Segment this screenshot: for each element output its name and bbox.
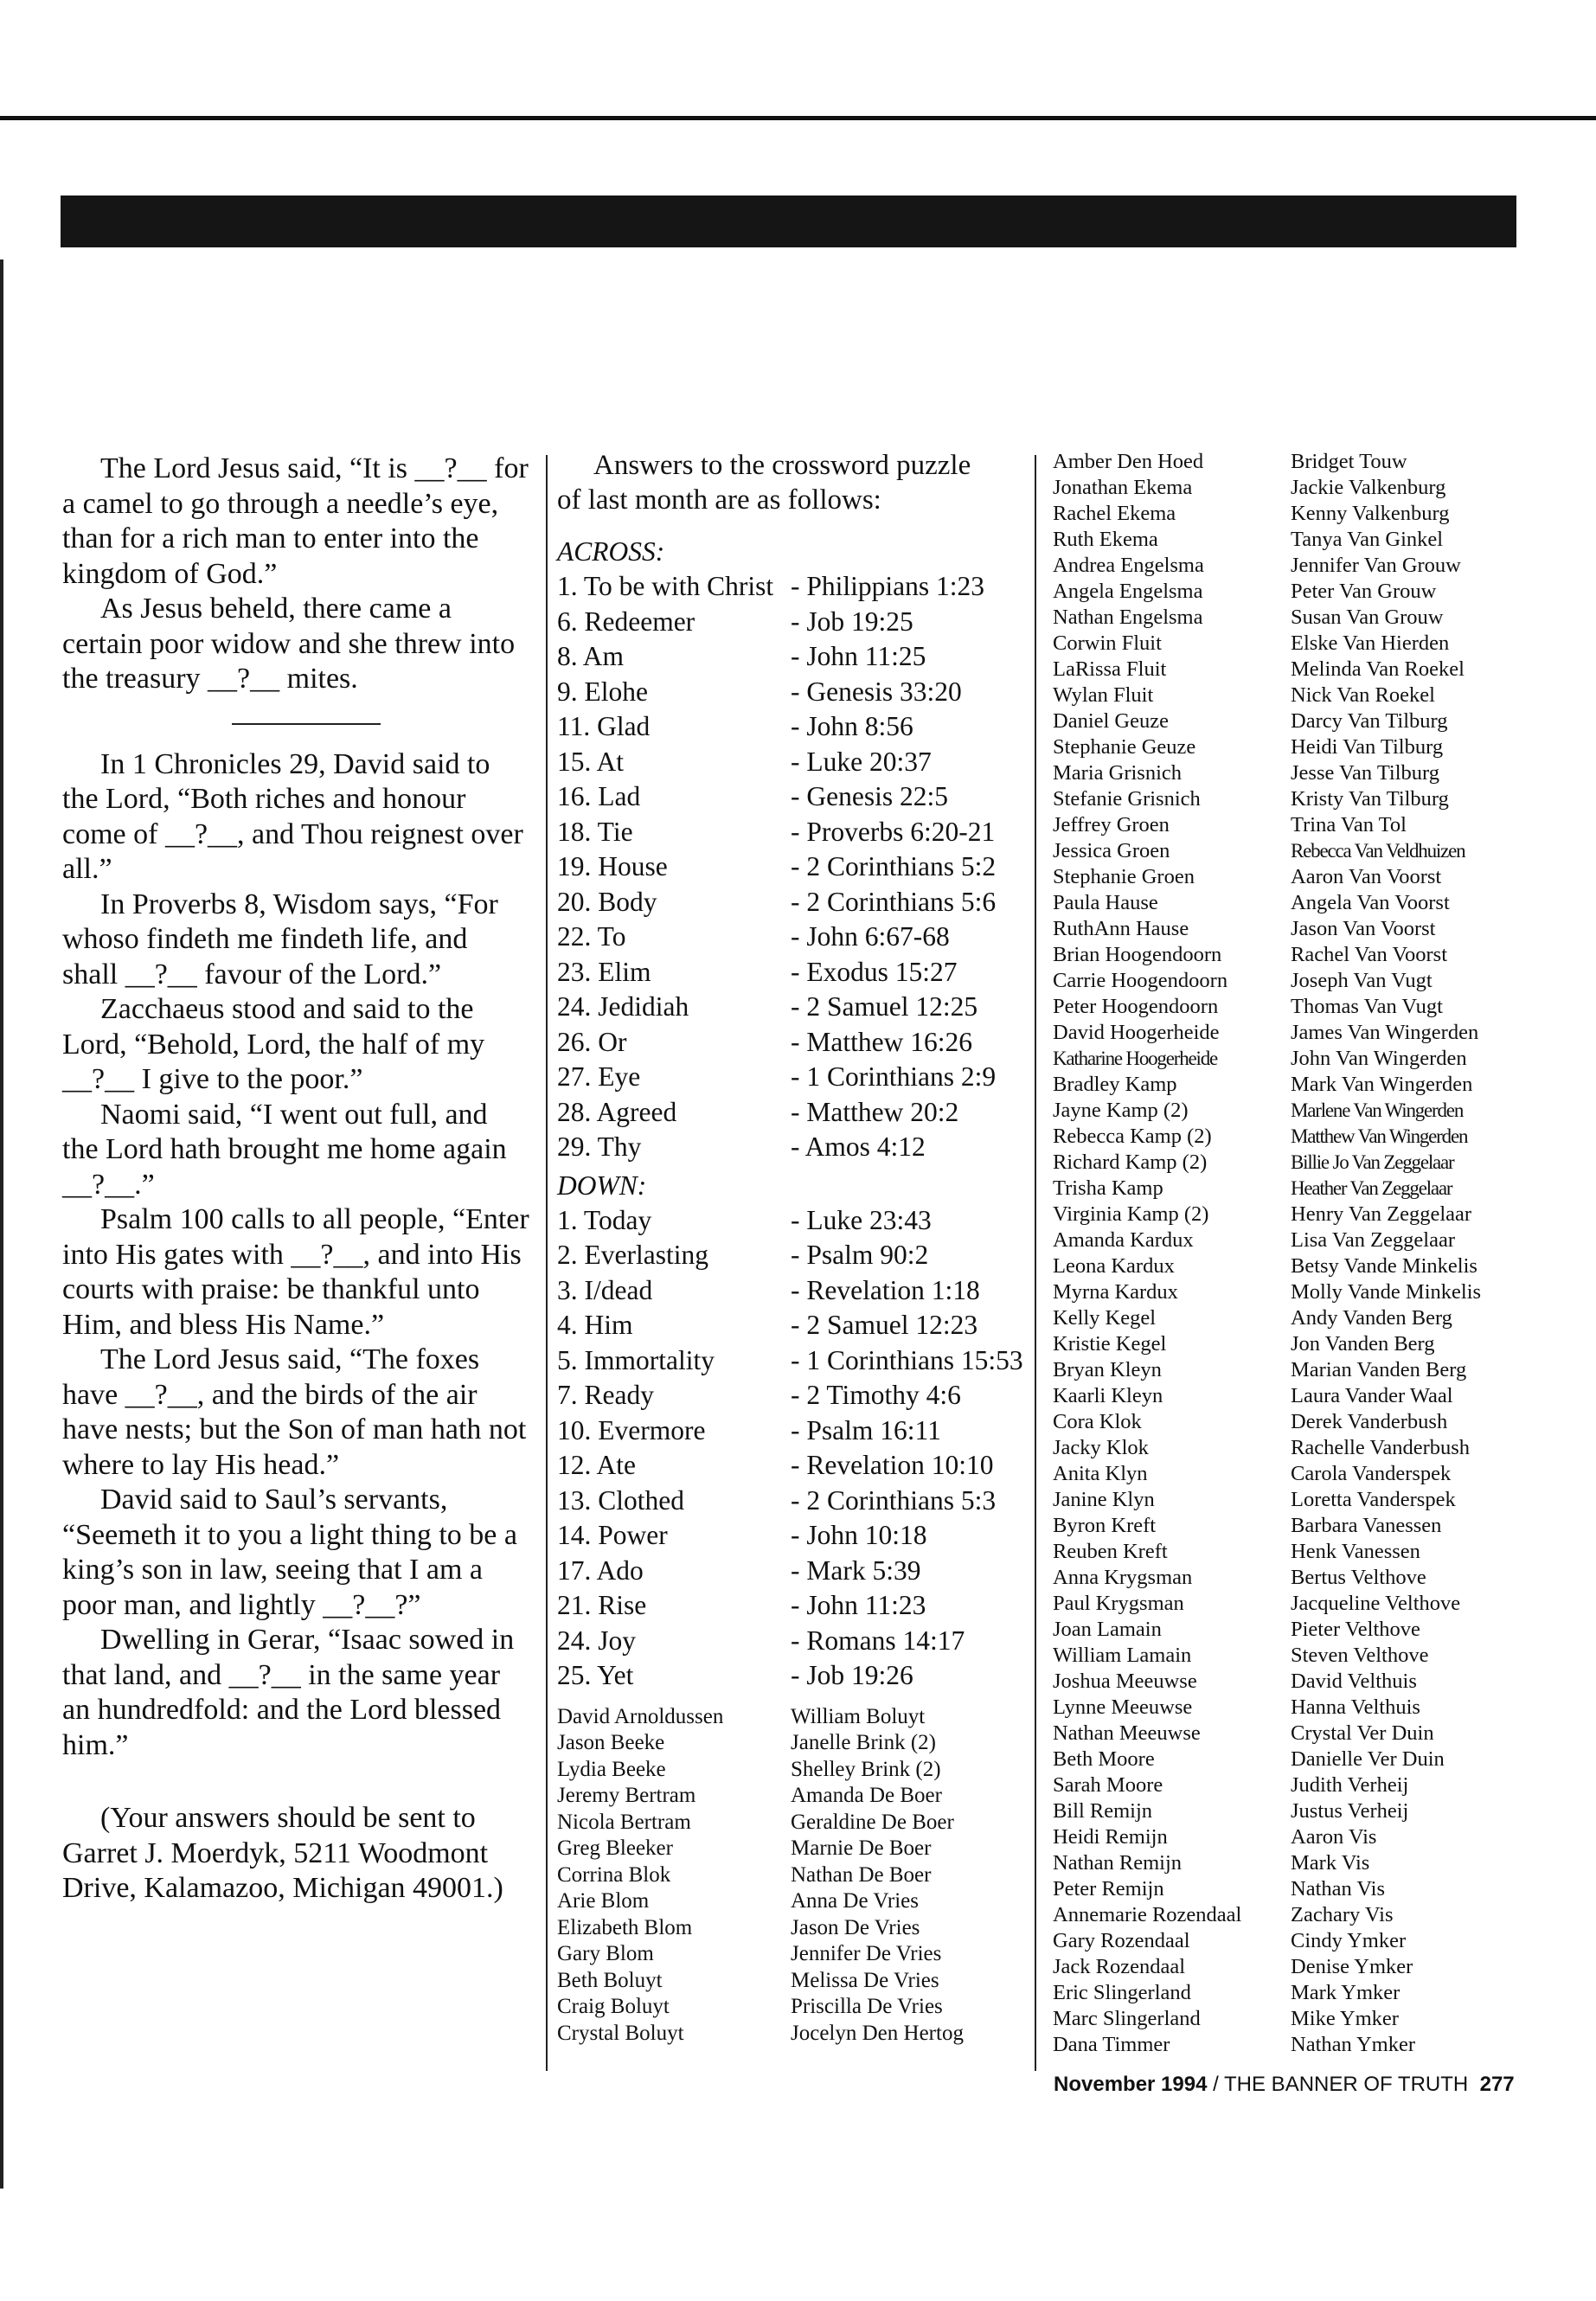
answer-reference: - Psalm 16:11	[791, 1414, 941, 1445]
answer-reference: - Exodus 15:27	[791, 956, 958, 987]
answer-row	[557, 1413, 1024, 1449]
solver-name: Gary Rozendaal	[1053, 1929, 1190, 1952]
solver-name: Rebecca Kamp (2)	[1053, 1125, 1212, 1148]
solver-name: Jackie Valkenburg	[1291, 476, 1446, 499]
solver-name: Beth Moore	[1053, 1747, 1155, 1771]
issue-date: November 1994	[1054, 2073, 1208, 2096]
solver-name: Justus Verheij	[1291, 1799, 1409, 1823]
solver-name: Heather Van Zeggelaar	[1291, 1177, 1452, 1199]
answer-reference: - John 10:18	[791, 1520, 927, 1550]
answer-row	[557, 920, 1024, 955]
answer-row	[557, 745, 1024, 780]
solver-name: William Boluyt	[791, 1704, 926, 1728]
solver-name: Stephanie Groen	[1053, 865, 1195, 888]
names-list	[791, 1704, 1024, 2048]
solver-name: Angela Van Voorst	[1291, 891, 1450, 914]
solver-name: Kristy Van Tilburg	[1291, 787, 1449, 811]
answer-reference: - Matthew 16:26	[791, 1026, 972, 1057]
names-list	[1053, 449, 1286, 2058]
solver-name: Rachel Ekema	[1053, 502, 1176, 525]
solver-name: Jocelyn Den Hertog	[791, 2021, 964, 2045]
answer-row	[557, 1624, 1024, 1659]
solver-name: Paula Hause	[1053, 891, 1158, 914]
solver-name: Jessica Groen	[1053, 839, 1170, 862]
solver-name: Darcy Van Tilburg	[1291, 709, 1448, 733]
solver-name: Nathan Remijn	[1053, 1851, 1183, 1875]
solver-name: Brian Hoogendoorn	[1053, 943, 1222, 966]
solver-name: LaRissa Fluit	[1053, 657, 1167, 681]
answer-word: 2. Everlasting	[557, 1240, 708, 1270]
answer-row	[557, 1095, 1024, 1131]
answer-row	[557, 675, 1024, 710]
solver-name: Eric Slingerland	[1053, 1981, 1191, 2004]
solver-name: Myrna Kardux	[1053, 1280, 1178, 1304]
answer-word: 10. Evermore	[557, 1414, 706, 1445]
answer-word: 13. Clothed	[557, 1484, 684, 1516]
answer-row	[557, 1203, 1024, 1239]
solver-name: Betsy Vande Minkelis	[1291, 1254, 1477, 1278]
answer-row	[557, 1238, 1024, 1273]
quiz-question: Zacchaeus stood and said to the Lord, “Behold, Lord, the half of my __?__ I give to the poor.”	[62, 993, 485, 1095]
answer-reference: - Genesis 33:20	[791, 676, 962, 707]
solver-name: Tanya Van Ginkel	[1291, 528, 1444, 551]
solver-name: Peter Remijn	[1053, 1877, 1164, 1900]
solver-name: Anna Krygsman	[1053, 1566, 1193, 1589]
solver-name: Aaron Vis	[1291, 1825, 1377, 1849]
answer-reference: - 1 Corinthians 2:9	[791, 1061, 997, 1092]
solver-name: Jacqueline Velthove	[1291, 1592, 1461, 1615]
solver-name: Amanda Kardux	[1053, 1228, 1194, 1252]
solver-name: Mike Ymker	[1291, 2007, 1399, 2030]
answer-word: 20. Body	[557, 886, 657, 917]
solver-name: Anita Klyn	[1053, 1462, 1148, 1485]
answer-reference: - 2 Timothy 4:6	[791, 1380, 961, 1410]
quiz-question: Psalm 100 calls to all people, “Enter into His gates with __?__, and into His courts with praise: be thankful unto Him, and bless His Name.”	[62, 1203, 529, 1341]
solver-name: Pieter Velthove	[1291, 1618, 1420, 1641]
solver-name: Lynne Meeuwse	[1053, 1695, 1193, 1719]
solver-name: Trina Van Tol	[1291, 813, 1407, 836]
answer-word: 16. Lad	[557, 781, 641, 811]
solver-name: Jeremy Bertram	[557, 1784, 696, 1807]
answer-reference: - Amos 4:12	[791, 1131, 926, 1162]
solver-name: Gary Blom	[557, 1942, 654, 1965]
answer-reference: - Mark 5:39	[791, 1554, 921, 1586]
solver-name: Rebecca Van Veldhuizen	[1291, 840, 1465, 862]
answer-word: 23. Elim	[557, 956, 651, 987]
solver-name: Trisha Kamp	[1053, 1176, 1163, 1200]
solver-name: Thomas Van Vugt	[1291, 995, 1443, 1018]
solver-name: Nick Van Roekel	[1291, 683, 1435, 707]
solver-name: Bradley Kamp	[1053, 1073, 1177, 1096]
answers-intro: Answers to the crossword puzzle of last month are as follows:	[557, 450, 971, 516]
solver-name: Rachel Van Voorst	[1291, 943, 1448, 966]
solver-name: Jeffrey Groen	[1053, 813, 1170, 836]
solver-name: Beth Boluyt	[557, 1968, 663, 1992]
answer-word: 4. Him	[557, 1310, 633, 1340]
solver-name: Susan Van Grouw	[1291, 606, 1444, 629]
solver-name: Jason Beeke	[557, 1731, 665, 1754]
solver-name: Marc Slingerland	[1053, 2007, 1201, 2030]
answer-row	[557, 1588, 1024, 1624]
solver-name: Loretta Vanderspek	[1291, 1488, 1456, 1511]
solver-name: Nathan Vis	[1291, 1877, 1385, 1900]
solver-name: Nathan De Boer	[791, 1862, 932, 1887]
answer-row	[557, 1554, 1024, 1589]
solver-name: RuthAnn Hause	[1053, 917, 1189, 940]
solver-name: Geraldine De Boer	[791, 1810, 954, 1834]
solver-name: Barbara Vanessen	[1291, 1514, 1442, 1537]
solver-name: Heidi Remijn	[1053, 1825, 1168, 1849]
header-banner-bar	[61, 195, 1516, 247]
solver-name: Marian Vanden Berg	[1291, 1358, 1467, 1381]
answer-reference: - John 11:23	[791, 1590, 926, 1620]
answer-reference: - Job 19:26	[791, 1660, 913, 1690]
solver-name: Elske Van Hierden	[1291, 631, 1450, 655]
solver-name: Priscilla De Vries	[791, 1995, 943, 2018]
solver-name: David Velthuis	[1291, 1670, 1417, 1693]
quiz-column	[62, 452, 529, 1907]
answer-reference: - Job 19:25	[791, 606, 913, 637]
solver-name: Hanna Velthuis	[1291, 1695, 1420, 1719]
solver-name: David Arnoldussen	[557, 1704, 724, 1728]
solver-name: Molly Vande Minkelis	[1291, 1280, 1482, 1304]
answer-row	[557, 1448, 1024, 1484]
solver-name: Jonathan Ekema	[1053, 476, 1193, 499]
solver-name: Nathan Ymker	[1291, 2033, 1415, 2056]
solver-name: Peter Van Grouw	[1291, 580, 1437, 603]
solver-name: Daniel Geuze	[1053, 709, 1169, 733]
answer-row	[557, 1343, 1024, 1379]
answer-word: 26. Or	[557, 1026, 627, 1057]
page-edge-shadow	[0, 260, 3, 2189]
solver-name: Aaron Van Voorst	[1291, 865, 1442, 888]
answer-reference: - John 8:56	[791, 711, 913, 741]
answer-word: 24. Joy	[557, 1625, 637, 1656]
solver-name: Henry Van Zeggelaar	[1291, 1202, 1472, 1226]
answer-word: 5. Immortality	[557, 1344, 715, 1375]
solver-name: Craig Boluyt	[557, 1995, 670, 2018]
answer-reference: - Matthew 20:2	[791, 1096, 959, 1127]
answer-reference: - 2 Samuel 12:25	[791, 991, 978, 1022]
solver-name: Bridget Touw	[1291, 450, 1407, 473]
solver-name: Annemarie Rozendaal	[1053, 1903, 1242, 1926]
answer-reference: - Psalm 90:2	[791, 1240, 929, 1270]
solver-name: Nathan Meeuwse	[1053, 1721, 1201, 1745]
answer-word: 29. Thy	[557, 1131, 642, 1162]
solver-name: Maria Grisnich	[1053, 761, 1182, 785]
answer-word: 27. Eye	[557, 1061, 641, 1092]
answer-row	[557, 1484, 1024, 1519]
answer-row	[557, 1518, 1024, 1554]
solver-name: Melissa De Vries	[791, 1968, 939, 1992]
answer-row	[557, 605, 1024, 640]
solver-name: Judith Verheij	[1291, 1773, 1409, 1797]
solver-name: Jennifer De Vries	[791, 1942, 942, 1965]
solver-name: Marnie De Boer	[791, 1836, 932, 1860]
solver-name: Amber Den Hoed	[1053, 450, 1204, 473]
quiz-question: Naomi said, “I went out full, and the Lord hath brought me home again __?__.”	[62, 1098, 507, 1201]
answer-word: 18. Tie	[557, 816, 633, 847]
solver-name: Nicola Bertram	[557, 1810, 691, 1834]
answer-word: 25. Yet	[557, 1660, 634, 1690]
solver-name: Byron Kreft	[1053, 1514, 1157, 1537]
solver-name: Laura Vander Waal	[1291, 1384, 1453, 1407]
solver-name: Bryan Kleyn	[1053, 1358, 1162, 1381]
solver-name: Kenny Valkenburg	[1291, 502, 1450, 525]
solver-name: Carrie Hoogendoorn	[1053, 969, 1228, 992]
answer-row	[557, 1025, 1024, 1061]
answer-word: 9. Elohe	[557, 676, 648, 707]
solver-name: Stefanie Grisnich	[1053, 787, 1201, 811]
answer-word: 15. At	[557, 746, 625, 777]
solver-name: Cora Klok	[1053, 1410, 1142, 1433]
solver-name: Joseph Van Vugt	[1291, 969, 1433, 992]
answer-row	[557, 1658, 1024, 1694]
answer-reference: - Revelation 10:10	[791, 1450, 994, 1480]
solver-name: Richard Kamp (2)	[1053, 1150, 1208, 1174]
solver-name: Carola Vanderspek	[1291, 1462, 1452, 1485]
answer-row	[557, 569, 1024, 605]
solver-name: Jesse Van Tilburg	[1291, 761, 1440, 785]
solver-name: Shelley Brink (2)	[791, 1757, 941, 1781]
solver-name: Anna De Vries	[791, 1889, 919, 1913]
answer-word: 24. Jedidiah	[557, 991, 689, 1022]
solver-name: Andrea Engelsma	[1053, 554, 1204, 577]
publication-title: THE BANNER OF TRUTH	[1224, 2073, 1469, 2096]
names-list	[557, 1704, 791, 2048]
solver-name: Crystal Ver Duin	[1291, 1721, 1434, 1745]
solver-name: Derek Vanderbush	[1291, 1410, 1448, 1433]
solver-name: Corrina Blok	[557, 1862, 671, 1887]
names-list	[1291, 449, 1550, 2058]
solver-name: Jayne Kamp (2)	[1053, 1099, 1189, 1122]
answer-row	[557, 815, 1024, 850]
solver-names-block	[557, 1704, 1024, 2048]
answer-reference: - 2 Corinthians 5:6	[791, 886, 997, 917]
solver-name: Jennifer Van Grouw	[1291, 554, 1461, 577]
quiz-question: Dwelling in Gerar, “Isaac sowed in that land, and __?__ in the same year an hundredfold: and the Lord blessed him.”	[62, 1624, 515, 1761]
solver-name: Danielle Ver Duin	[1291, 1747, 1445, 1771]
answer-row	[557, 709, 1024, 745]
answer-word: 11. Glad	[557, 711, 651, 741]
solver-name: Katharine Hoogerheide	[1053, 1048, 1218, 1069]
column-rule	[546, 455, 548, 2071]
answer-row	[557, 885, 1024, 920]
solver-name: Greg Bleeker	[557, 1836, 673, 1860]
solver-name: John Van Wingerden	[1291, 1047, 1467, 1070]
solver-name: Mark Vis	[1291, 1851, 1370, 1875]
solver-name: Melinda Van Roekel	[1291, 657, 1465, 681]
solver-name: Arie Blom	[557, 1889, 650, 1913]
submission-note: (Your answers should be sent to Garret J. Moerdyk, 5211 Woodmont Drive, Kalamazoo, Michigan 49001.)	[62, 1802, 503, 1904]
solver-name: David Hoogerheide	[1053, 1021, 1220, 1044]
solver-name: Leona Kardux	[1053, 1254, 1175, 1278]
solver-name: Jason Van Voorst	[1291, 917, 1436, 940]
solver-name: Joshua Meeuwse	[1053, 1670, 1197, 1693]
answer-word: 1. Today	[557, 1204, 652, 1235]
solver-name: James Van Wingerden	[1291, 1021, 1479, 1044]
answer-row	[557, 849, 1024, 885]
solver-name: Steven Velthove	[1291, 1644, 1429, 1667]
solver-name: Lisa Van Zeggelaar	[1291, 1228, 1456, 1252]
answer-reference: - Revelation 1:18	[791, 1274, 980, 1305]
answer-word: 1. To be with Christ	[557, 571, 774, 601]
solver-name: Billie Jo Van Zeggelaar	[1291, 1151, 1454, 1173]
solver-name: Amanda De Boer	[791, 1784, 942, 1807]
answer-reference: - John 6:67-68	[791, 921, 950, 952]
solver-name: Stephanie Geuze	[1053, 735, 1196, 759]
quiz-question: David said to Saul’s servants, “Seemeth it to you a light thing to be a king’s son in law, seeing that I am a poor man, and lightly __?__?”	[62, 1484, 517, 1621]
answer-row	[557, 1378, 1024, 1413]
answer-reference: - Philippians 1:23	[791, 571, 985, 601]
solver-name: Janelle Brink (2)	[791, 1731, 937, 1754]
answer-word: 22. To	[557, 921, 626, 952]
solver-name: Elizabeth Blom	[557, 1915, 693, 1939]
solver-name: Kristie Kegel	[1053, 1332, 1167, 1356]
solver-name: Reuben Kreft	[1053, 1540, 1168, 1563]
answer-row	[557, 990, 1024, 1025]
solver-name: Kaarli Kleyn	[1053, 1384, 1163, 1407]
top-rule	[0, 116, 1596, 120]
solver-name: Jason De Vries	[791, 1915, 920, 1939]
solver-name: Corwin Fluit	[1053, 631, 1162, 655]
answer-row	[557, 1308, 1024, 1343]
answer-reference: - John 11:25	[791, 641, 926, 671]
quiz-question: In Proverbs 8, Wisdom says, “For whoso findeth me findeth life, and shall __?__ favour of the Lord.”	[62, 888, 498, 990]
solver-name: Kelly Kegel	[1053, 1306, 1157, 1330]
page-number: 277	[1479, 2073, 1515, 2096]
across-answers	[557, 569, 1024, 1165]
quiz-question: The Lord Jesus said, “It is __?__ for a camel to go through a needle’s eye, than for a rich man to enter into the kingdom of God.”	[62, 452, 529, 590]
solver-name: Marlene Van Wingerden	[1291, 1099, 1464, 1121]
solver-name: Matthew Van Wingerden	[1291, 1125, 1468, 1147]
answer-reference: - 1 Corinthians 15:53	[791, 1344, 1023, 1375]
solver-name: Jacky Klok	[1053, 1436, 1149, 1459]
answer-word: 19. House	[557, 851, 668, 881]
answer-word: 12. Ate	[557, 1450, 636, 1480]
solver-name: Mark Van Wingerden	[1291, 1073, 1473, 1096]
answers-column	[557, 448, 1024, 2047]
answer-word: 3. I/dead	[557, 1274, 653, 1305]
solver-name: Nathan Engelsma	[1053, 606, 1203, 629]
solver-name: William Lamain	[1053, 1644, 1192, 1667]
solver-name: Henk Vanessen	[1291, 1540, 1420, 1563]
solver-name: Janine Klyn	[1053, 1488, 1155, 1511]
answer-row	[557, 1130, 1024, 1165]
answer-row	[557, 639, 1024, 675]
solver-name: Mark Ymker	[1291, 1981, 1401, 2004]
solver-name: Denise Ymker	[1291, 1955, 1413, 1978]
answer-word: 21. Rise	[557, 1590, 647, 1620]
solver-name: Joan Lamain	[1053, 1618, 1162, 1641]
answer-reference: - 2 Corinthians 5:3	[791, 1484, 997, 1516]
solver-name: Lydia Beeke	[557, 1757, 666, 1781]
column-rule	[1035, 455, 1036, 2071]
answer-word: 17. Ado	[557, 1554, 644, 1586]
answer-row	[557, 1273, 1024, 1309]
solver-name: Heidi Van Tilburg	[1291, 735, 1444, 759]
solver-name: Jack Rozendaal	[1053, 1955, 1186, 1978]
page-footer: November 1994 / THE BANNER OF TRUTH 277	[1054, 2073, 1515, 2096]
down-answers	[557, 1203, 1024, 1694]
answer-reference: - Luke 23:43	[791, 1204, 932, 1235]
solver-name: Virginia Kamp (2)	[1053, 1202, 1209, 1226]
answer-row	[557, 779, 1024, 815]
answer-reference: - Romans 14:17	[791, 1625, 965, 1656]
solver-name: Dana Timmer	[1053, 2033, 1170, 2056]
solver-name: Crystal Boluyt	[557, 2021, 684, 2045]
answer-word: 8. Am	[557, 641, 625, 671]
answer-word: 6. Redeemer	[557, 606, 695, 637]
solver-name: Ruth Ekema	[1053, 528, 1158, 551]
quiz-question: The Lord Jesus said, “The foxes have __?__, and the birds of the air have nests; but the Son of man hath not where to lay His head.”	[62, 1343, 527, 1481]
answer-word: 14. Power	[557, 1520, 668, 1550]
quiz-question: As Jesus beheld, there came a certain poor widow and she threw into the treasury __?__ mites.	[62, 593, 516, 695]
down-heading: DOWN:	[557, 1170, 647, 1201]
answer-reference: - Genesis 22:5	[791, 781, 948, 811]
solver-name: Andy Vanden Berg	[1291, 1306, 1452, 1330]
answer-word: 7. Ready	[557, 1380, 654, 1410]
answer-row	[557, 955, 1024, 990]
solver-name: Peter Hoogendoorn	[1053, 995, 1219, 1018]
answer-word: 28. Agreed	[557, 1096, 677, 1127]
answer-reference: - 2 Samuel 12:23	[791, 1310, 978, 1340]
across-heading: ACROSS:	[557, 536, 665, 567]
solver-name: Bill Remijn	[1053, 1799, 1153, 1823]
solver-name: Wylan Fluit	[1053, 683, 1154, 707]
answer-row	[557, 1060, 1024, 1095]
solver-name: Angela Engelsma	[1053, 580, 1203, 603]
solver-name: Rachelle Vanderbush	[1291, 1436, 1471, 1459]
solver-name: Bertus Velthove	[1291, 1566, 1426, 1589]
solver-name: Jon Vanden Berg	[1291, 1332, 1435, 1356]
answer-reference: - Proverbs 6:20-21	[791, 816, 996, 847]
solver-name: Cindy Ymker	[1291, 1929, 1407, 1952]
solver-name: Zachary Vis	[1291, 1903, 1394, 1926]
answer-reference: - 2 Corinthians 5:2	[791, 851, 997, 881]
answer-reference: - Luke 20:37	[791, 746, 932, 777]
section-divider	[232, 723, 381, 725]
quiz-question: In 1 Chronicles 29, David said to the Lord, “Both riches and honour come of __?__, and Thou reignest over all.”	[62, 747, 523, 885]
solver-name: Sarah Moore	[1053, 1773, 1163, 1797]
solver-name: Paul Krygsman	[1053, 1592, 1184, 1615]
